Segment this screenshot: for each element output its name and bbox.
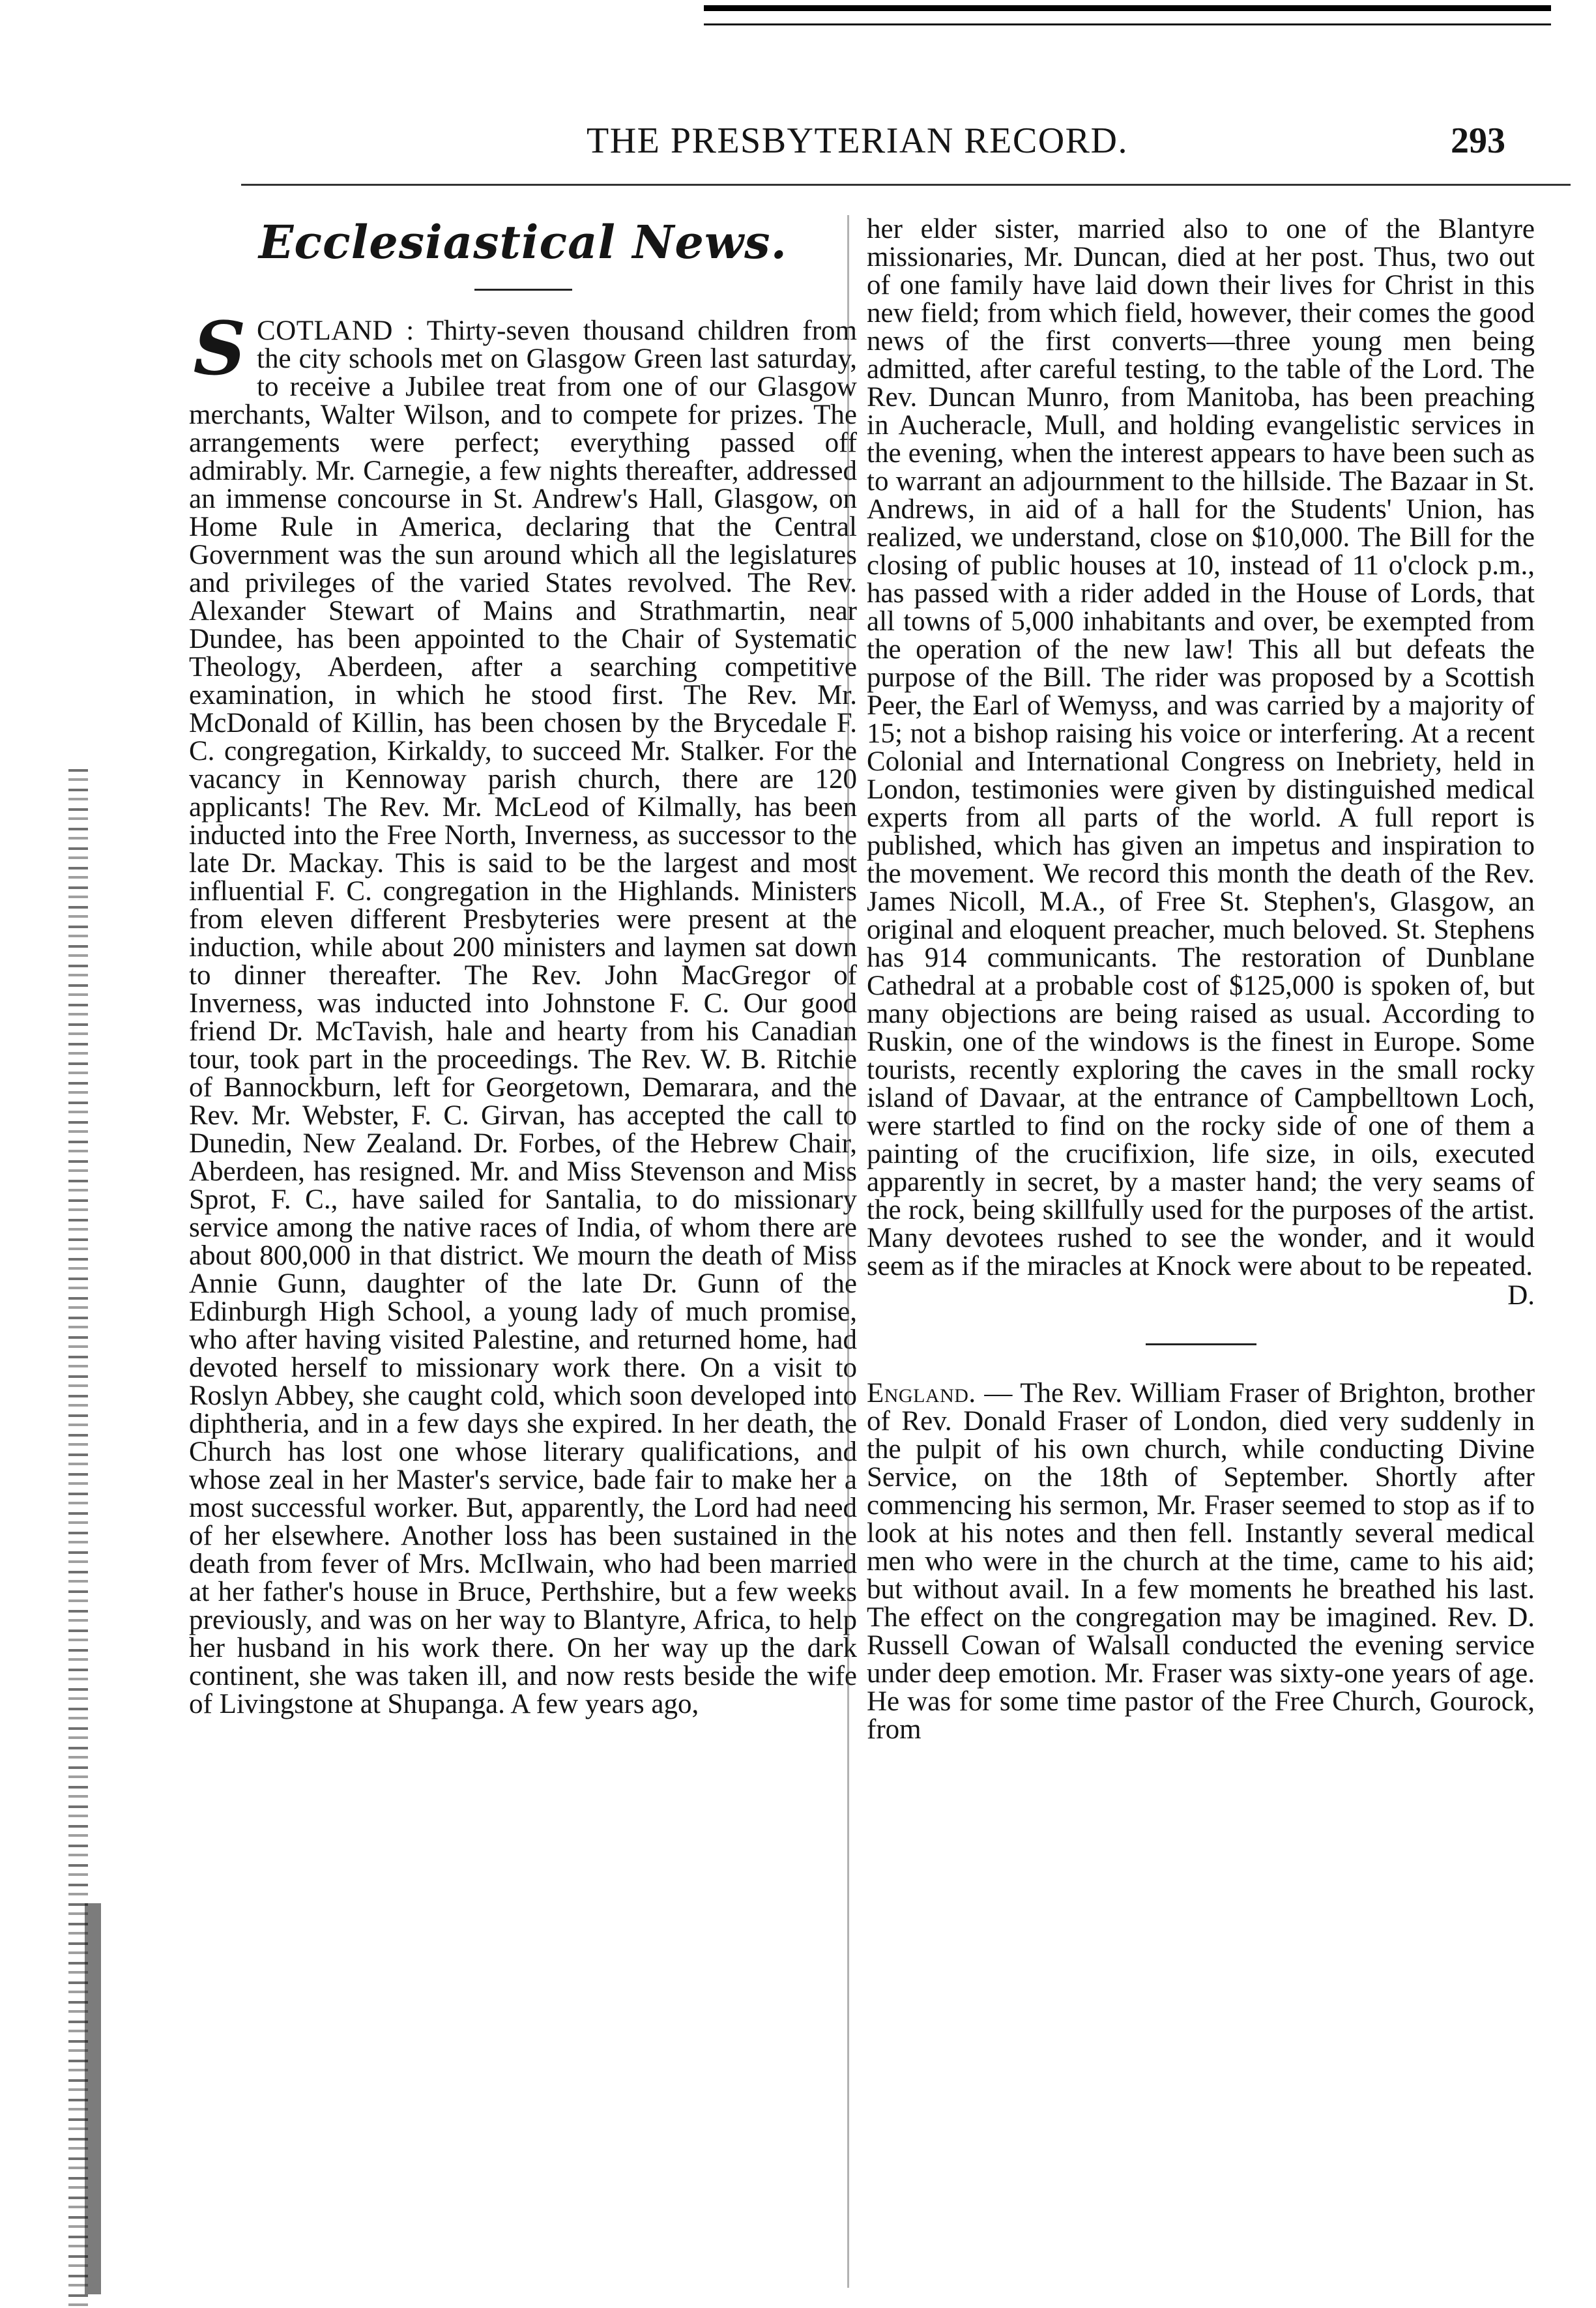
- signature: D.: [1507, 1280, 1535, 1311]
- running-head: THE PRESBYTERIAN RECORD.: [587, 121, 1128, 161]
- page-header: [91, 120, 1505, 179]
- england-lead: England.: [867, 1378, 976, 1409]
- scotland-lead: COTLAND: [257, 315, 393, 346]
- scotland-continued-paragraph: [867, 215, 1535, 1309]
- dropcap: S: [193, 306, 246, 392]
- page-number: 293: [1451, 121, 1505, 161]
- binding-shadow: [85, 1903, 101, 2294]
- column-divider: [847, 215, 849, 2288]
- scotland-continued-body: her elder sister, married also to one of the Blantyre missionaries, Mr. Duncan, died at her post. Thus, two out of one family have laid down their lives for Christ in this new field; from which field, however, their comes the good news of the first converts—three young men being admitted, after careful testing, to the table of the Lord. The Rev. Duncan Munro, from Manitoba, has been preaching in Aucheracle, Mull, and holding evangelistic services in the evening, when the interest appears to have been such as to warrant an adjournment to the hillside. The Bazaar in St. Andrews, in aid of a hall for the Students' Union, has realized, we understand, close on $10,000. The Bill for the closing of public houses at 10, instead of 11 o'clock p.m., has passed with a rider added in the House of Lords, that all towns of 5,000 inhabitants and over, be exempted from the operation of the new law! This all but defeats the purpose of the Bill. The rider was proposed by a Scottish Peer, the Earl of Wemyss, and was carried by a majority of 15; not a bishop raising his voice or interfering. At a recent Colonial and International Congress on Inebriety, held in London, testimonies were given by distinguished medical experts from all parts of the world. A full report is published, which has given an impetus and inspiration to the movement. We record this month the death of the Rev. James Nicoll, M.A., of Free St. Stephen's, Glasgow, an original and eloquent preacher, much beloved. St. Stephens has 914 communicants. The restoration of Dunblane Cathedral at a probable cost of $125,000 is spoken of, but many objections are being raised as usual. According to Ruskin, one of the windows is the finest in Europe. Some tourists, recently exploring the caves in the small rocky island of Davaar, at the entrance of Campbelltown Loch, were startled to find on the rocky side of one of them a painting of the crucifixion, life size, in oils, executed apparently in secret, by a master hand; the very seams of the rock, being skillfully used for the purposes of the artist. Many devotees rushed to see the wonder, and it would seem as if the miracles at Knock were about to be repeated.: [867, 215, 1535, 1281]
- article-separator: [1146, 1343, 1256, 1345]
- scotland-news-body: : Thirty-seven thousand children from the city schools met on Glasgow Green last saturday, to receive a Jubilee treat from one of our Glasgow merchants, Walter Wilson, and to compete for prizes. The arrangements were perfect; everything passed off admirably. Mr. Carnegie, a few nights thereafter, addressed an immense concourse in St. Andrew's Hall, Glasgow, on Home Rule in America, declaring that the Central Government was the sun around which all the legislatures and privileges of the varied States revolved. The Rev. Alexander Stewart of Mains and Strathmartin, near Dundee, has been appointed to the Chair of Systematic Theology, Aberdeen, after a searching competitive examination, in which he stood first. The Rev. Mr. McDonald of Killin, has been chosen by the Brycedale F. C. congregation, Kirkaldy, to succeed Mr. Stalker. For the vacancy in Kennoway parish church, there are 120 applicants! The Rev. Mr. McLeod of Kilmally, has been inducted into the Free North, Inverness, as successor to the late Dr. Mackay. This is said to be the largest and most influential F. C. congregation in the Highlands. Ministers from eleven different Presbyteries were present at the induction, while about 200 ministers and laymen sat down to dinner thereafter. The Rev. John MacGregor of Inverness, was inducted into Johnstone F. C. Our good friend Dr. McTavish, hale and hearty from his Canadian tour, took part in the proceedings. The Rev. W. B. Ritchie of Bannockburn, left for Georgetown, Demarara, and the Rev. Mr. Webster, F. C. Girvan, has accepted the call to Dunedin, New Zealand. Dr. Forbes, of the Hebrew Chair, Aberdeen, has resigned. Mr. and Miss Stevenson and Miss Sprot, F. C., have sailed for Santalia, to do missionary service among the native races of India, of whom there are about 800,000 in that district. We mourn the death of Miss Annie Gunn, daughter of the late Dr. Gunn of the Edinburgh High School, a young lady of much promise, who after having visited Palestine, and returned home, had devoted herself to missionary work there. On a visit to Roslyn Abbey, she caught cold, which soon developed into diphtheria, and in a few days she expired. In her death, the Church has lost one whose literary qualifications, and whose zeal in her Master's service, bade fair to make her a most successful worker. But, apparently, the Lord had need of her elsewhere. Another loss has been sustained in the death from fever of Mrs. McIlwain, who had been married at her father's house in Bruce, Perthshire, but a few weeks previously, and was on her way to Blantyre, Africa, to help her husband in his work there. On her way up the dark continent, she was taken ill, and now rests beside the wife of Livingstone at Shupanga. A few years ago,: [189, 315, 857, 1719]
- england-news-body: — The Rev. William Fraser of Brighton, brother of Rev. Donald Fraser of London, died very suddenly in the pulpit of his own church, while conducting Divine Service, on the 18th of September. Shortly after commencing his sermon, Mr. Fraser seemed to stop as if to look at his notes and then fell. Instantly several medical men who were in the church at the time, came to his aid; but without avail. In a few moments he breathed his last. The effect on the congregation may be imagined. Rev. D. Russell Cowan of Walsall conducted the evening service under deep emotion. Mr. Fraser was sixty-one years of age. He was for some time pastor of the Free Church, Gourock, from: [867, 1378, 1535, 1745]
- top-edge-rule: [704, 5, 1551, 18]
- left-column: [189, 215, 857, 2288]
- england-news-paragraph: [867, 1379, 1535, 1744]
- header-rule: [241, 184, 1571, 186]
- right-column: [867, 215, 1535, 2288]
- scotland-news-paragraph: [189, 306, 857, 1719]
- section-title: Ecclesiastical News.: [259, 215, 787, 269]
- top-edge-thin-rule: [704, 23, 1551, 25]
- section-title-rule: [474, 289, 572, 291]
